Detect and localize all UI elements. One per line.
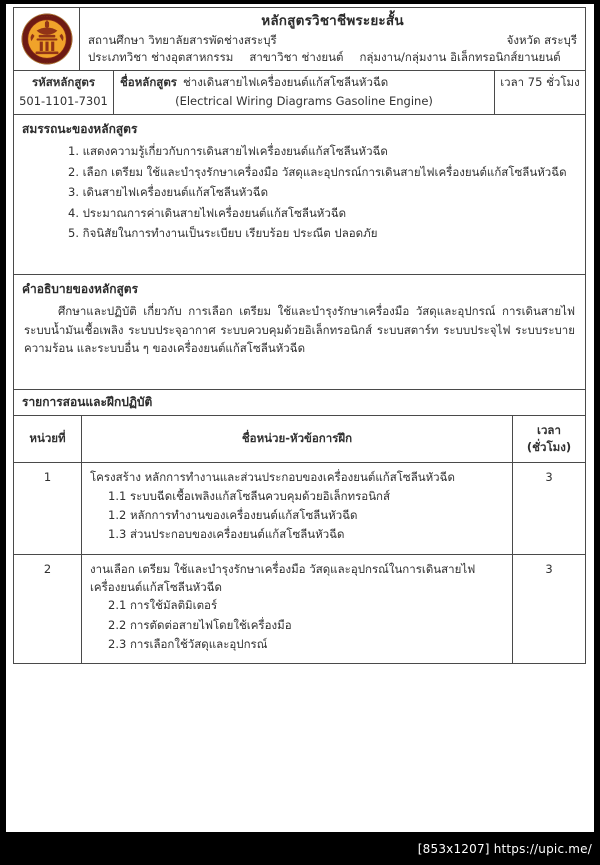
institution-value: วิทยาลัยสารพัดช่างสระบุรี <box>148 33 277 48</box>
workgroup-label: กลุ่มงาน/กลุ่มงาน <box>359 50 447 65</box>
list-item: 5. กิจนิสัยในการทำงานเป็นระเบียบ เรียบร้อย ประณีต ปลอดภัย <box>68 226 378 241</box>
competency-spacer <box>14 244 585 266</box>
category-value: ช่างอุตสาหกรรม <box>151 50 234 65</box>
watermark-text: [853x1207] https://upic.me/ <box>417 841 592 856</box>
watermark-footer-bar <box>0 832 600 865</box>
institution-logo-cell <box>14 8 80 70</box>
course-name-cell <box>114 71 495 114</box>
category-group <box>88 49 233 66</box>
list-item: 2. เลือก เตรียม ใช้และบำรุงรักษาเครื่องมือ วัสดุและอุปกรณ์การเดินสายไฟเครื่องยนต์แก้สโซลีนหัวฉีด <box>68 164 567 179</box>
practice-table-heading: รายการสอนและฝึกปฏิบัติ <box>14 390 585 416</box>
competency-list <box>14 141 585 244</box>
course-name-line <box>120 74 488 92</box>
column-header-time-line1: เวลา <box>537 422 561 437</box>
branch-group <box>249 49 343 66</box>
course-identity-row <box>14 71 585 115</box>
province-label: จังหวัด <box>506 33 541 48</box>
course-name-english: (Electrical Wiring Diagrams Gasoline Engine) <box>175 93 433 108</box>
course-name-value: ช่างเดินสายไฟเครื่องยนต์แก้สโซลีนหัวฉีด <box>182 74 389 89</box>
row-topic-sub: 2.2 การตัดต่อสายไฟโดยใช้เครื่องมือ <box>108 617 292 632</box>
course-hours-cell: เวลา 75 ชั่วโมง <box>500 74 580 89</box>
row-topic-sub: 1.3 ส่วนประกอบของเครื่องยนต์แก้สโซลีนหัวฉีด <box>108 527 345 542</box>
column-header-unit: หน่วยที่ <box>14 416 82 462</box>
course-code-cell <box>14 71 114 114</box>
branch-label: สาขาวิชา <box>249 50 298 65</box>
workgroup-group <box>359 49 560 66</box>
document-page <box>6 4 594 832</box>
course-document-table <box>13 7 586 664</box>
branch-value: ช่างยนต์ <box>301 50 344 65</box>
institution-label: สถานศึกษา <box>88 33 145 48</box>
svg-text:· · · · · · · ·: · · · · · · · · <box>40 60 53 64</box>
province-value: สระบุรี <box>544 33 577 48</box>
row-unit-number: 1 <box>14 463 82 553</box>
row-topic-sub: 2.3 การเลือกใช้วัสดุและอุปกรณ์ <box>108 637 268 651</box>
list-item: 4. ประมาณการค่าเดินสายไฟเครื่องยนต์แก้สโซลีนหัวฉีด <box>68 205 347 220</box>
column-header-topic: ชื่อหน่วย-หัวข้อการฝึก <box>82 416 513 462</box>
description-section <box>14 275 585 390</box>
masthead-text-block <box>80 8 585 70</box>
description-heading: คำอธิบายของหลักสูตร <box>22 282 139 297</box>
course-name-label: ชื่อหลักสูตร <box>120 74 177 89</box>
description-body: ศึกษาและปฏิบัติ เกี่ยวกับ การเลือก เตรียม ใช้และบำรุงรักษาเครื่องมือ วัสดุและอุปกรณ์ การเดินสายไฟระบบน้ำมันเชื้อเพลิง ระบบประจุอากาศ ระบบควบคุมด้วยอิเล็กทรอนิกส์ ระบบสตาร์ท ระบบประจุไฟ ระบบระบายความร้อน และระบบอื่น ๆ ของเครื่องยนต์แก้สโซลีนหัวฉีด <box>24 304 575 356</box>
svg-text:· · · · · · · ·: · · · · · · · · <box>40 15 53 19</box>
category-label: ประเภทวิชา <box>88 50 148 65</box>
province-group <box>507 32 577 49</box>
institution-line <box>88 32 577 49</box>
practice-table-header-row <box>14 416 585 463</box>
list-item: 3. เดินสายไฟเครื่องยนต์แก้สโซลีนหัวฉีด <box>68 185 269 200</box>
column-header-time-line2: (ชั่วโมง) <box>526 439 572 454</box>
institution-group <box>88 32 277 49</box>
row-time-value: 3 <box>545 470 553 485</box>
row-unit-number: 2 <box>14 555 82 664</box>
table-row <box>14 555 585 664</box>
document-title: หลักสูตรวิชาชีพระยะสั้น <box>261 13 404 29</box>
row-topic-sub: 2.1 การใช้มัลติมิเตอร์ <box>108 598 218 613</box>
row-time-value: 3 <box>545 561 553 576</box>
row-topic-main: งานเลือก เตรียม ใช้และบำรุงรักษาเครื่องมือ วัสดุและอุปกรณ์ในการเดินสายไฟเครื่องยนต์แก้สโซลีนหัวฉีด <box>90 561 476 594</box>
table-row <box>14 463 585 554</box>
workgroup-value: อิเล็กทรอนิกส์ยานยนต์ <box>450 50 561 65</box>
course-code-label: รหัสหลักสูตร <box>31 74 96 89</box>
description-body-wrap <box>14 301 585 359</box>
row-topic-cell <box>82 555 513 664</box>
document-masthead <box>14 8 585 71</box>
competency-section <box>14 115 585 275</box>
row-topic-sub: 1.2 หลักการทำงานของเครื่องยนต์แก้สโซลีนหัวฉีด <box>108 507 358 522</box>
description-spacer <box>14 359 585 381</box>
garuda-seal-icon <box>21 13 73 65</box>
row-topic-cell <box>82 463 513 553</box>
row-topic-sub: 1.1 ระบบฉีดเชื้อเพลิงแก้สโซลีนควบคุมด้วยอิเล็กทรอนิกส์ <box>108 488 391 503</box>
course-code-value: 501-1101-7301 <box>19 93 108 108</box>
column-header-time <box>513 416 585 462</box>
row-topic-main: โครงสร้าง หลักการทำงานและส่วนประกอบของเครื่องยนต์แก้สโซลีนหัวฉีด <box>90 470 455 485</box>
list-item: 1. แสดงความรู้เกี่ยวกับการเดินสายไฟเครื่องยนต์แก้สโซลีนหัวฉีด <box>68 143 388 158</box>
classification-line <box>88 49 577 66</box>
competency-heading: สมรรถนะของหลักสูตร <box>22 121 138 136</box>
